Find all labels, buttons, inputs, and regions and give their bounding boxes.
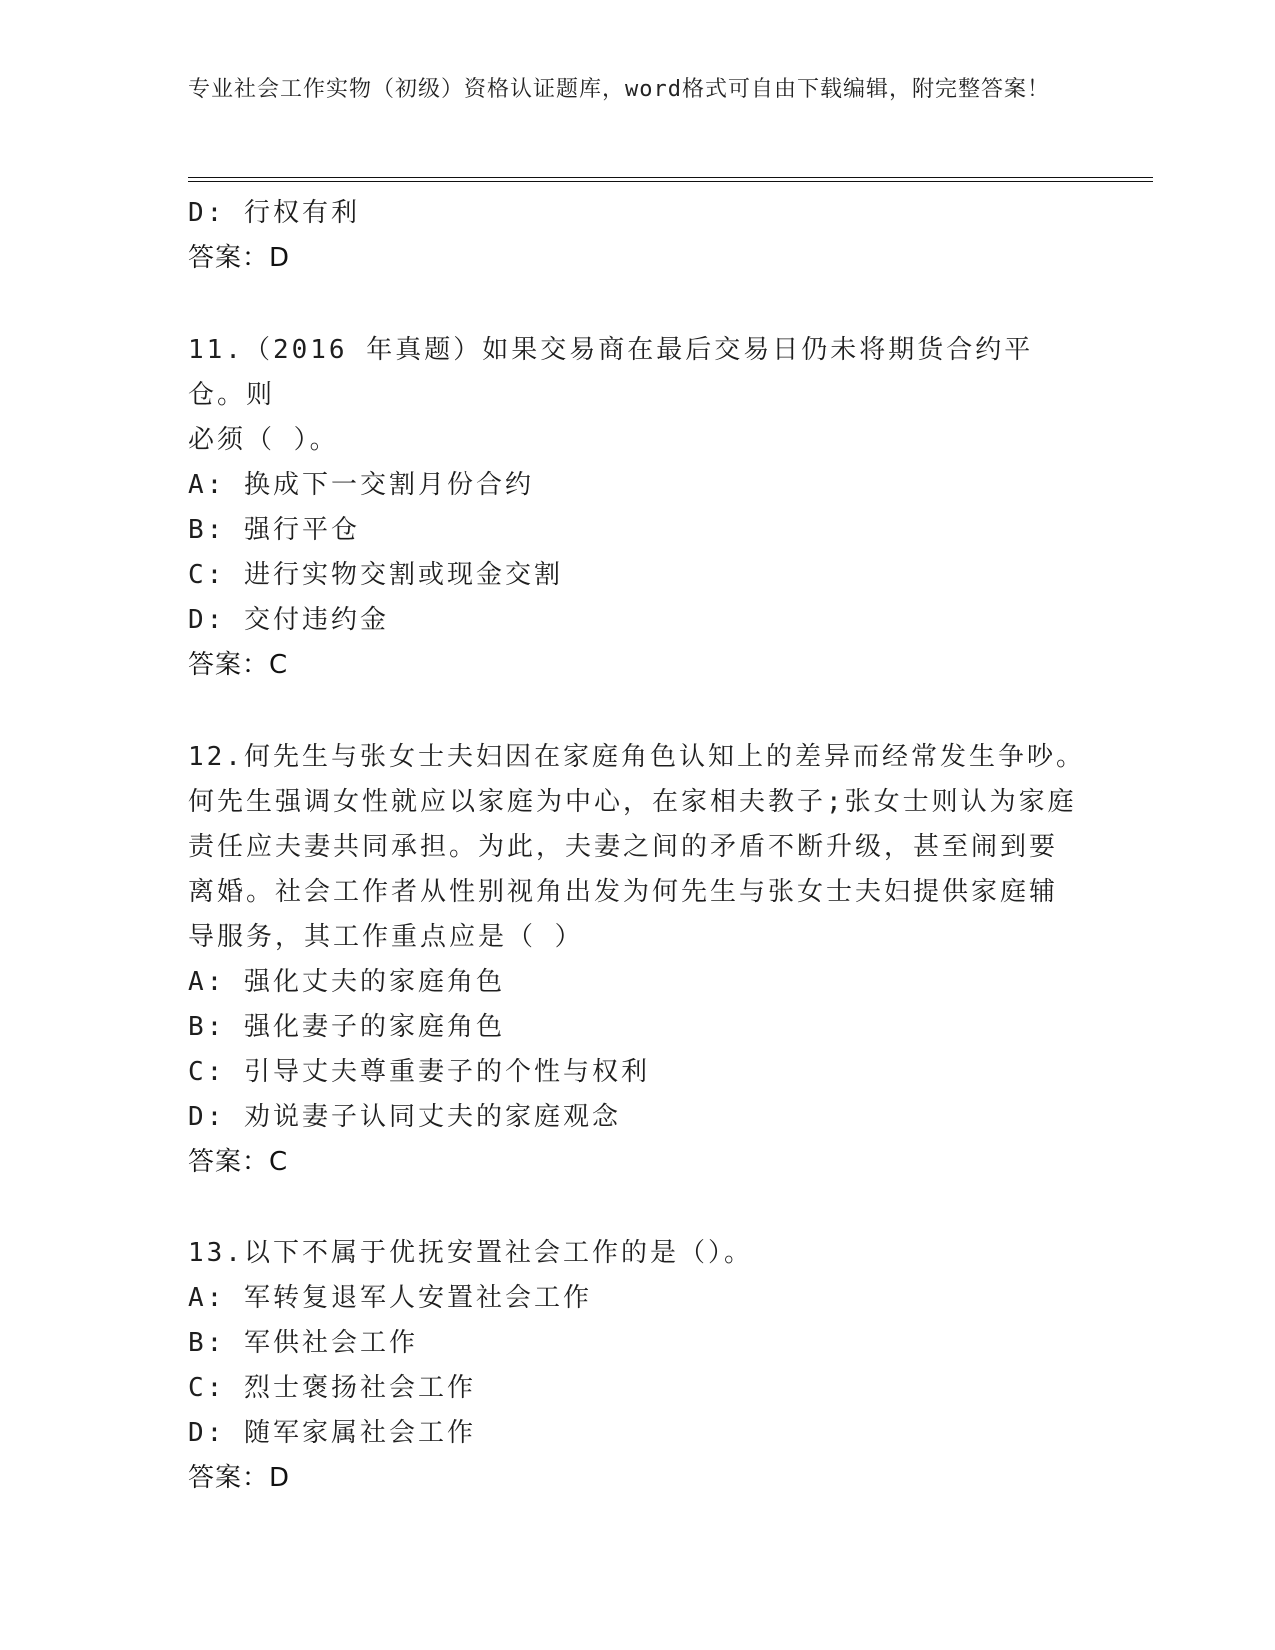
question-stem-line: 11.（2016 年真题）如果交易商在最后交易日仍未将期货合约平仓。则 [188,335,1034,410]
partial-question [188,191,1088,281]
answer-line: 答案：D [188,243,291,273]
option-b: B: 强行平仓 [188,515,360,545]
question-stem-line: 导服务，其工作重点应是（ ） [188,922,584,952]
option-b: B: 强化妻子的家庭角色 [188,1012,505,1042]
option-c: C: 烈士褒扬社会工作 [188,1373,476,1403]
option-d: D: 交付违约金 [188,605,389,635]
answer-line: 答案：C [188,650,289,680]
question-12 [188,735,1088,1185]
option-d: D: 随军家属社会工作 [188,1418,476,1448]
spacer [188,1185,1088,1231]
answer-line: 答案：D [188,1463,291,1493]
option-b: B: 军供社会工作 [188,1328,418,1358]
option-c: C: 引导丈夫尊重妻子的个性与权利 [188,1057,650,1087]
spacer [188,688,1088,735]
question-list [188,191,1088,1501]
question-stem-line: 13.以下不属于优抚安置社会工作的是（）。 [188,1238,753,1268]
question-stem-line: 必须（ ）。 [188,425,339,455]
option-d: D: 行权有利 [188,198,360,228]
spacer [188,281,1088,328]
question-13 [188,1231,1088,1501]
option-a: A: 强化丈夫的家庭角色 [188,967,505,997]
question-stem-line: 责任应夫妻共同承担。为此，夫妻之间的矛盾不断升级，甚至闹到要 [188,832,1059,862]
option-a: A: 换成下一交割月份合约 [188,470,534,500]
header-divider-bottom [188,181,1153,182]
question-stem-line: 12.何先生与张女士夫妇因在家庭角色认知上的差异而经常发生争吵。 [188,742,1085,772]
option-d: D: 劝说妻子认同丈夫的家庭观念 [188,1102,621,1132]
question-11 [188,328,1088,688]
question-stem-line: 离婚。社会工作者从性别视角出发为何先生与张女士夫妇提供家庭辅 [188,877,1059,907]
answer-line: 答案：C [188,1147,289,1177]
page-header-title: 专业社会工作实物（初级）资格认证题库，word格式可自由下载编辑，附完整答案！ [188,77,1050,102]
question-stem-line: 何先生强调女性就应以家庭为中心，在家相夫教子;张女士则认为家庭 [188,787,1077,817]
option-c: C: 进行实物交割或现金交割 [188,560,563,590]
header-divider-top [188,177,1153,178]
option-a: A: 军转复退军人安置社会工作 [188,1283,592,1313]
